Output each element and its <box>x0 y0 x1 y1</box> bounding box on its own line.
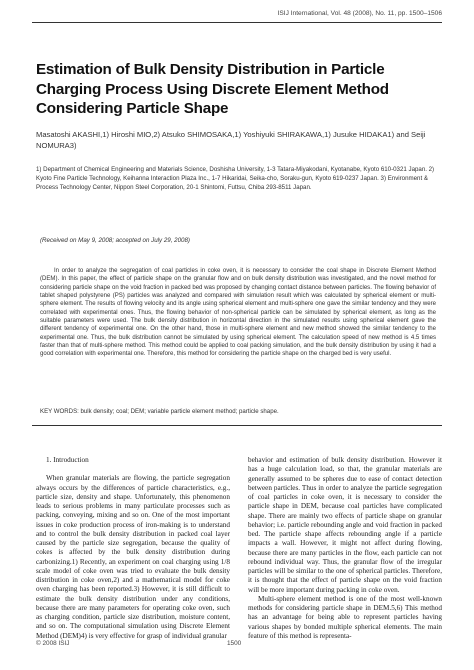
affiliation-text: 1) Department of Chemical Engineering and Materials Science, Doshisha University, 1-3 Tatara-Miyakodani, Kyotanabe, Kyoto 610-0321 Japan. 2) Kyoto Fine Particle Technology, Keihanna Interaction Plaza Inc., 1-7 Hikaridai, Seika-cho, Soraku-gun, Kyoto 619-0237 Japan. 3) Environment & Process Technology Center, Nippon Steel Corporation, 20-1 Shintomi, Futtsu, Chiba 293-8511 Japan. <box>36 166 435 191</box>
received-dates: (Received on May 9, 2008; accepted on July 29, 2008) <box>40 237 190 244</box>
abstract-rule <box>32 425 442 426</box>
article-title: Estimation of Bulk Density Distribution in Particle Charging Process Using Discrete Element Method Considering Particle Shape <box>36 61 389 117</box>
header-rule <box>32 22 442 23</box>
body-paragraph: behavior and estimation of bulk density distribution. However it has a huge calculation load, so that, the granular materials are generally assumed to be spheres due to ease of contact detection between particles. Thus in order to analyze the particle segregation of coal particles in coke oven, it is necessary to consider the particle shape in DEM, because coal particles have complicated shape. There are mainly two effects of particle shape on granular behavior; i.e. particle rebounding angle and void fraction in packed bed. The particle shape affects rebounding angle if a particle impacts a wall. However, it might not affect during flowing, because there are many particles in the flow, each particle can not rebound individual way. Thus, the granular flow of the irregular particles will be similar to the one of spherical particles. Therefore, it is thought that the effect of particle shape on the void fraction will be more important during packing in coke oven. <box>248 456 442 594</box>
section-heading: 1. Introduction <box>46 456 89 464</box>
body-paragraph: Multi-sphere element method is one of the most well-known methods for considering particle shape in DEM.5,6) This method has an advantage for being able to represent particles having various shapes by bonded multiple spherical elements. The main feature of this method is representa- <box>248 594 442 640</box>
left-column <box>36 456 230 641</box>
right-column <box>248 456 442 641</box>
journal-citation: ISIJ International, Vol. 48 (2008), No. 11, pp. 1500–1506 <box>277 10 442 17</box>
author-list: Masatoshi AKASHI,1) Hiroshi MIO,2) Atsuko SHIMOSAKA,1) Yoshiyuki SHIRAKAWA,1) Jusuke HIDAKA1) and Seiji NOMURA3) <box>36 130 426 150</box>
keywords: KEY WORDS: bulk density; coal; DEM; variable particle element method; particle shape. <box>40 408 279 415</box>
copyright-notice: © 2008 ISIJ <box>36 640 70 647</box>
body-paragraph: When granular materials are flowing, the particle segregation always occurs by the differences of particle characteristics, e.g., particle size, density and shape. Unfortunately, this phenomenon leads to serious problems in many particulate processes such as packing, conveying, mixing and so on. One of the most important issues in coke production process of iron-making is to understand and to control the bulk density distribution in packed coal layer caused by the particle size segregation, because the quality of cokes is affected by the bulk density distribution during carbonizing.1) Recently, an experiment on coal charging using 1/8 scale model of coke oven was tried to evaluate the bulk density distribution in coke oven,2) and a mathematical model for coke oven charging has been reported.3) However, it is still difficult to estimate the bulk density distribution under any conditions, because there are many parameters for operating coke oven, such as charging condition, particle size distribution, moisture content, and so on. The computational simulation using Discrete Element Method (DEM)4) is very effective for grasp of individual granular <box>36 474 230 640</box>
affiliations <box>36 165 438 192</box>
page-number: 1500 <box>227 640 242 647</box>
abstract: In order to analyze the segregation of coal particles in coke oven, it is necessary to consider the coal shape in Discrete Element Method (DEM). In this paper, the effect of particle shape on the granular flow and on bulk density distribution was investigated, and the novel method for considering particle shape on the void fraction in packed bed was proposed by changing contact distance between particles. The flowing behavior of tablet shaped polystyrene (PS) particles was analyzed and compared with simulation result which was calculated by spherical element or multi-sphere element. The results of flowing velocity and its angle using spherical element and multi-sphere one gave the similar tendency and they were correlated with experimental ones. Thus, the flowing behavior of non-spherical particle can be simulated by spherical element, as long as the suitable parameters were used. The bulk density distribution in horizontal direction in the simulated results using spherical element gave the different tendency of experimental one. On the other hand, those in multi-sphere element and new method showed the similar tendency to the experimental one. Thus, the bulk distribution cannot be simulated by using spherical element. The calculation speed of new method is 4.5 times faster than that of multi-sphere method. This method could be applied to coal packing simulation, and the bulk density distribution by using it had a good correlation with experimental one. Therefore, this method for considering the particle shape on the charged bed is very useful. <box>40 268 436 358</box>
